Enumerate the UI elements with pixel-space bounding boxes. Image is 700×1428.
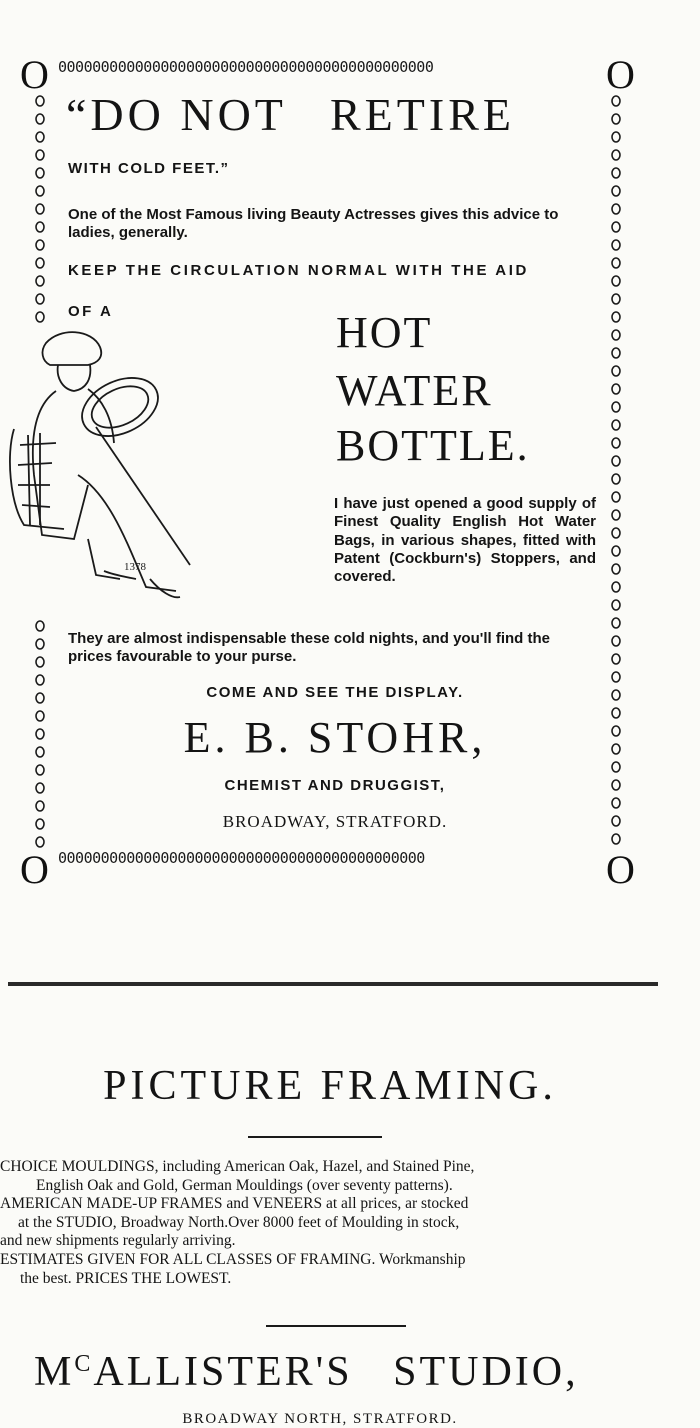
studio-address: BROADWAY NORTH, STRATFORD.	[182, 1411, 458, 1427]
headline-line2: WITH COLD FEET.”	[68, 160, 230, 177]
product-description: I have just opened a good supply of Finest Quality English Hot Water Bags, in various shapes, fitted with Patent (Cockburn's) Stoppers, and covered.	[334, 495, 596, 586]
circulation-text: KEEP THE CIRCULATION NORMAL WITH THE AID	[68, 262, 529, 279]
studio-prefix: M	[34, 1349, 75, 1395]
merchant-trade: CHEMIST AND DRUGGIST,	[224, 777, 446, 794]
studio-name	[34, 1348, 579, 1396]
framing-title-rule	[248, 1136, 382, 1138]
framing-line: at the STUDIO, Broadway North.Over 8000 feet of Moulding in stock,	[18, 1213, 460, 1231]
display-text: COME AND SEE THE DISPLAY.	[206, 684, 464, 701]
framing-body	[0, 1158, 680, 1288]
border-bottom: 0000000000000000000000000000000000000000000	[58, 851, 425, 866]
studio-prefix-superscript: C	[74, 1351, 94, 1377]
intro-text: One of the Most Famous living Beauty Actresses gives this advice to ladies, generally.	[68, 206, 559, 242]
corner-top-left: O	[20, 52, 49, 97]
product-bottle: BOTTLE.	[336, 421, 530, 470]
framing-line: and new shipments regularly arriving.	[0, 1232, 236, 1250]
corner-top-right: O	[606, 52, 635, 97]
merchant-name: E. B. STOHR,	[183, 713, 487, 762]
cold-nights-text: They are almost indispensable these cold nights, and you'll find the prices favourable to your purse.	[68, 630, 550, 666]
framing-line: ESTIMATES GIVEN FOR ALL CLASSES OF FRAMING. Workmanship	[0, 1250, 466, 1268]
merchant-address: BROADWAY, STRATFORD.	[222, 812, 448, 831]
woman-in-chair-illustration	[0, 325, 230, 615]
studio-name-text: ALLISTER'S STUDIO,	[93, 1349, 579, 1395]
framing-line: the best. PRICES THE LOWEST.	[20, 1269, 232, 1287]
corner-bottom-left: O	[20, 847, 49, 892]
corner-bottom-right: O	[606, 847, 635, 892]
studio-rule	[266, 1325, 406, 1327]
illustration-number: 1378	[124, 561, 146, 573]
framing-line: English Oak and Gold, German Mouldings (over seventy patterns).	[36, 1176, 453, 1194]
framing-line: AMERICAN MADE-UP FRAMES and VENEERS at all prices, ar stocked	[0, 1195, 469, 1213]
border-top: 00000000000000000000000000000000000000000000	[58, 60, 434, 75]
product-water: WATER	[336, 366, 493, 415]
headline-part2: RETIRE	[330, 89, 515, 140]
headline-part1: “DO NOT	[66, 89, 287, 140]
of-a-text: OF A	[68, 303, 114, 320]
product-hot: HOT	[336, 308, 433, 357]
border-left-upper	[32, 95, 48, 325]
separator-rule	[8, 982, 658, 986]
framing-title: PICTURE FRAMING.	[103, 1063, 557, 1109]
framing-line: CHOICE MOULDINGS, including American Oak, Hazel, and Stained Pine,	[0, 1158, 475, 1175]
